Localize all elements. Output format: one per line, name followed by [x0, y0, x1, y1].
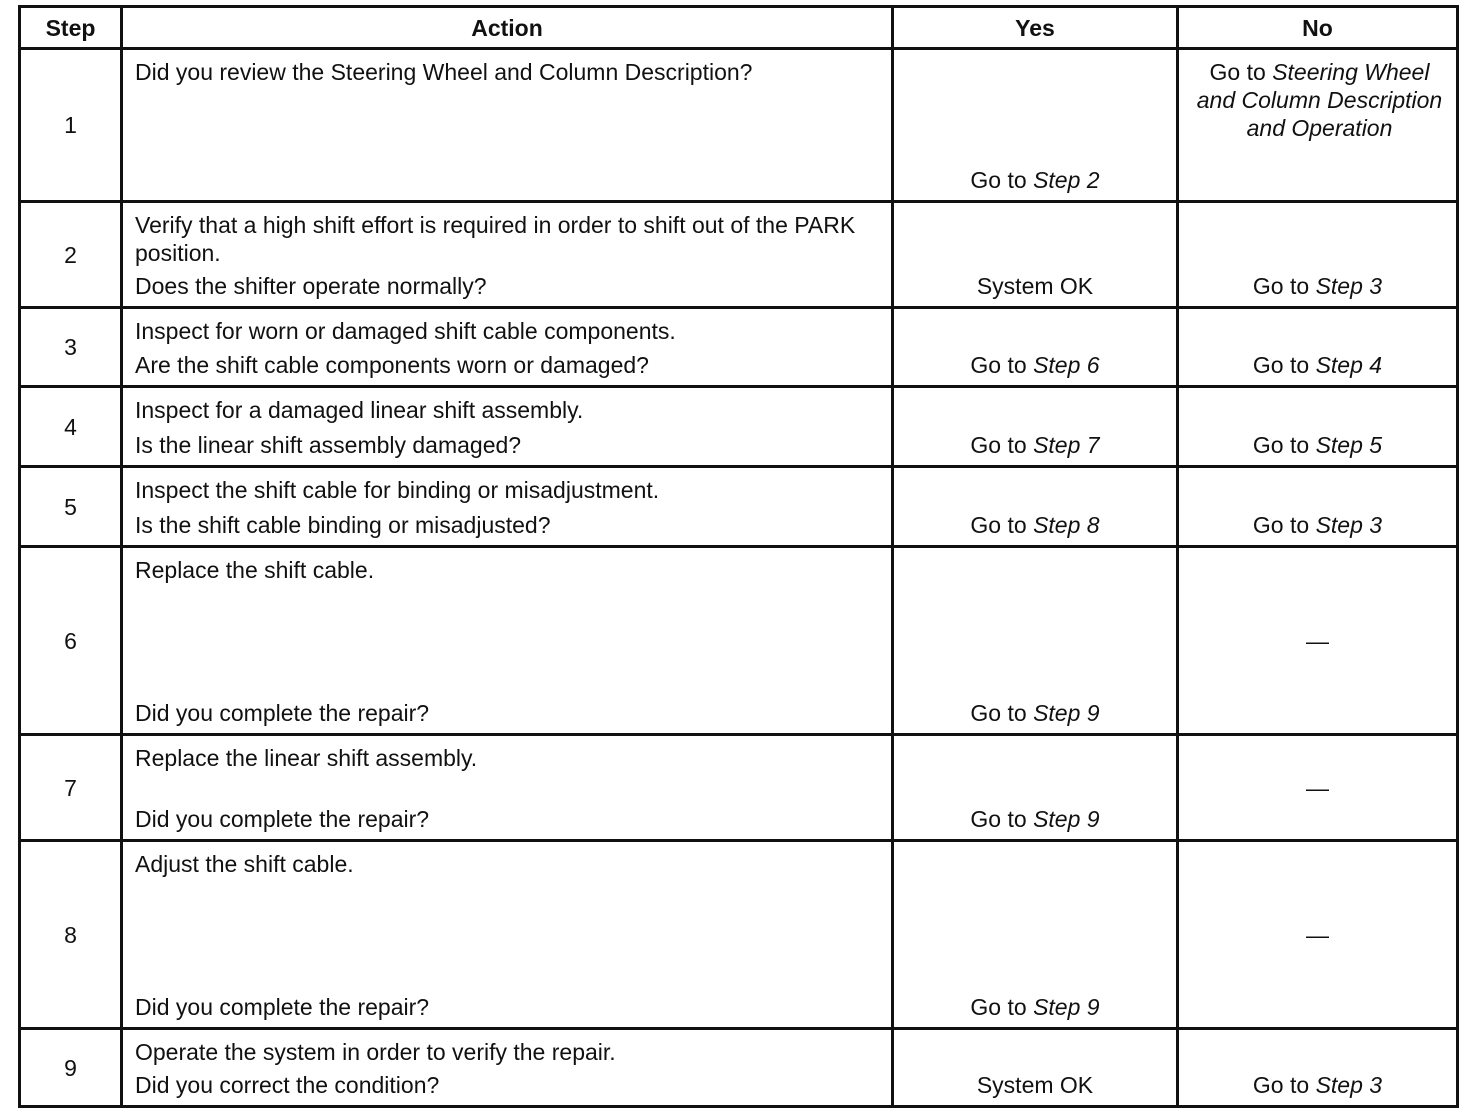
- action-question: Did you complete the repair?: [135, 806, 430, 832]
- yes-cell: [893, 387, 1178, 467]
- header-no: No: [1178, 7, 1458, 49]
- yes-cell: [893, 1029, 1178, 1107]
- table-row: [20, 735, 1458, 841]
- step-number: 2: [20, 202, 122, 308]
- yes-cell: [893, 547, 1178, 735]
- table-row: [20, 387, 1458, 467]
- header-action: Action: [122, 7, 893, 49]
- no-dash: —: [1306, 627, 1329, 654]
- header-yes: Yes: [893, 7, 1178, 49]
- yes-answer: Go to Step 8: [970, 512, 1100, 538]
- action-cell: [122, 467, 893, 547]
- table-header-row: [20, 7, 1458, 49]
- action-cell: [122, 202, 893, 308]
- action-instruction: Inspect for worn or damaged shift cable components.: [135, 318, 676, 344]
- action-cell: [122, 387, 893, 467]
- no-dash: —: [1306, 774, 1329, 801]
- no-cell: [1178, 387, 1458, 467]
- yes-cell: [893, 202, 1178, 308]
- action-question: Is the shift cable binding or misadjusted?: [135, 512, 551, 538]
- action-instruction: Replace the shift cable.: [135, 557, 375, 583]
- step-number: 5: [20, 467, 122, 547]
- action-instruction: Adjust the shift cable.: [135, 851, 354, 877]
- yes-cell: [893, 735, 1178, 841]
- action-cell: [122, 308, 893, 387]
- table-row: [20, 841, 1458, 1029]
- step-number: 9: [20, 1029, 122, 1107]
- action-cell: [122, 1029, 893, 1107]
- table-row: [20, 467, 1458, 547]
- action-cell: [122, 841, 893, 1029]
- step-number: 8: [20, 841, 122, 1029]
- action-question: Did you complete the repair?: [135, 700, 430, 726]
- diagnostic-table: [18, 5, 1459, 1108]
- yes-cell: [893, 467, 1178, 547]
- no-cell: [1178, 841, 1458, 1029]
- action-instruction: Operate the system in order to verify the repair.: [135, 1039, 616, 1065]
- no-answer: Go to Step 5: [1252, 432, 1383, 458]
- action-instruction: Verify that a high shift effort is required in order to shift out of the PARK position.: [135, 212, 856, 266]
- yes-answer: System OK: [976, 273, 1094, 299]
- action-cell: [122, 547, 893, 735]
- action-instruction: Inspect the shift cable for binding or misadjustment.: [135, 477, 660, 503]
- step-number: 4: [20, 387, 122, 467]
- yes-answer: Go to Step 9: [970, 700, 1100, 726]
- action-question: Does the shifter operate normally?: [135, 273, 487, 299]
- step-number: 7: [20, 735, 122, 841]
- action-instruction: Did you review the Steering Wheel and Column Description?: [135, 59, 753, 85]
- no-answer: Go to Step 3: [1252, 1072, 1383, 1098]
- no-answer: Go to Step 3: [1252, 512, 1383, 538]
- no-cell: [1178, 735, 1458, 841]
- action-cell: [122, 735, 893, 841]
- no-answer: Go to Step 4: [1252, 352, 1383, 378]
- table-row: [20, 1029, 1458, 1107]
- header-step: Step: [20, 7, 122, 49]
- yes-answer: Go to Step 2: [970, 167, 1100, 193]
- no-cell: [1178, 202, 1458, 308]
- table-row: [20, 547, 1458, 735]
- no-answer: Go to Step 3: [1252, 273, 1383, 299]
- step-number: 3: [20, 308, 122, 387]
- table-row: [20, 202, 1458, 308]
- yes-answer: Go to Step 9: [970, 994, 1100, 1020]
- no-answer: Go to Steering Wheel and Column Description and Operation: [1196, 59, 1443, 141]
- table-row: [20, 49, 1458, 202]
- yes-answer: Go to Step 6: [970, 352, 1100, 378]
- no-dash: —: [1306, 921, 1329, 948]
- no-cell: [1178, 308, 1458, 387]
- no-cell: [1178, 547, 1458, 735]
- action-question: Did you correct the condition?: [135, 1072, 440, 1098]
- yes-answer: Go to Step 9: [970, 806, 1100, 832]
- action-instruction: Inspect for a damaged linear shift assembly.: [135, 397, 584, 423]
- yes-answer: Go to Step 7: [970, 432, 1100, 458]
- action-instruction: Replace the linear shift assembly.: [135, 745, 478, 771]
- action-question: Did you complete the repair?: [135, 994, 430, 1020]
- yes-cell: [893, 308, 1178, 387]
- action-question: Are the shift cable components worn or damaged?: [135, 352, 649, 378]
- no-cell: [1178, 1029, 1458, 1107]
- no-cell: [1178, 49, 1458, 202]
- no-cell: [1178, 467, 1458, 547]
- step-number: 6: [20, 547, 122, 735]
- action-cell: [122, 49, 893, 202]
- yes-answer: System OK: [976, 1072, 1094, 1098]
- step-number: 1: [20, 49, 122, 202]
- yes-cell: [893, 49, 1178, 202]
- yes-cell: [893, 841, 1178, 1029]
- table-row: [20, 308, 1458, 387]
- action-question: Is the linear shift assembly damaged?: [135, 432, 522, 458]
